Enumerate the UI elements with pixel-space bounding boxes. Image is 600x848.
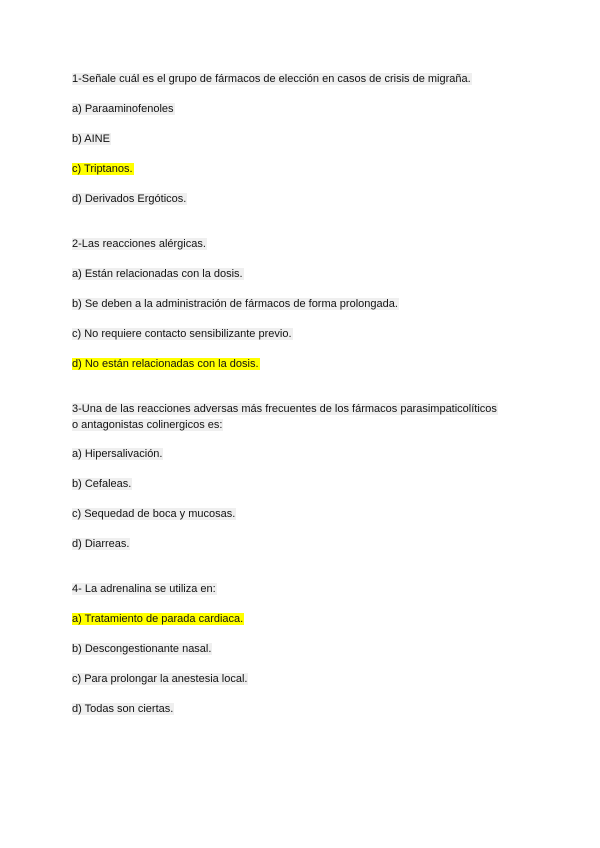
option-text: d) Diarreas. [72, 538, 130, 550]
question-1-option-b [72, 132, 111, 146]
option-text: a) Paraaminofenoles [72, 103, 174, 115]
question-1-option-a [72, 102, 175, 116]
option-text: d) Derivados Ergóticos. [72, 193, 187, 205]
stem-text: o antagonistas colinergicos es: [72, 419, 223, 431]
option-text: a) Están relacionadas con la dosis. [72, 268, 243, 280]
question-4-option-c [72, 672, 248, 686]
question-1-stem [72, 72, 472, 86]
question-2-option-a [72, 267, 244, 281]
stem-text: 3-Una de las reacciones adversas más frecuentes de los fármacos parasimpaticolíticos [72, 403, 497, 415]
question-4-option-b [72, 642, 212, 656]
question-1-option-d [72, 192, 187, 206]
question-1-option-c-answer [72, 162, 134, 176]
question-3-option-d [72, 537, 130, 551]
question-3-option-a [72, 447, 163, 461]
question-4-stem [72, 582, 217, 596]
question-2-option-d-answer [72, 357, 260, 371]
option-text: b) Cefaleas. [72, 478, 132, 490]
stem-text: 1-Señale cuál es el grupo de fármacos de elección en casos de crisis de migraña. [72, 73, 471, 85]
question-4-option-d [72, 702, 174, 716]
option-text: d) Todas son ciertas. [72, 703, 174, 715]
question-2-option-b [72, 297, 399, 311]
question-2-stem [72, 237, 207, 251]
question-3-stem-line-2 [72, 418, 223, 432]
highlighted-answer: d) No están relacionadas con la dosis. [72, 358, 259, 370]
question-3-option-c [72, 507, 236, 521]
option-text: c) Para prolongar la anestesia local. [72, 673, 248, 685]
question-2-option-c [72, 327, 293, 341]
stem-text: 2-Las reacciones alérgicas. [72, 238, 206, 250]
option-text: b) AINE [72, 133, 110, 145]
question-3-option-b [72, 477, 132, 491]
option-text: b) Descongestionante nasal. [72, 643, 212, 655]
highlighted-answer: a) Tratamiento de parada cardiaca. [72, 613, 244, 625]
question-4-option-a-answer [72, 612, 244, 626]
option-text: a) Hipersalivación. [72, 448, 163, 460]
stem-text: 4- La adrenalina se utiliza en: [72, 583, 216, 595]
option-text: c) No requiere contacto sensibilizante previo. [72, 328, 292, 340]
question-3-stem-line-1 [72, 402, 498, 416]
highlighted-answer: c) Triptanos. [72, 163, 133, 175]
option-text: b) Se deben a la administración de fármacos de forma prolongada. [72, 298, 398, 310]
option-text: c) Sequedad de boca y mucosas. [72, 508, 236, 520]
